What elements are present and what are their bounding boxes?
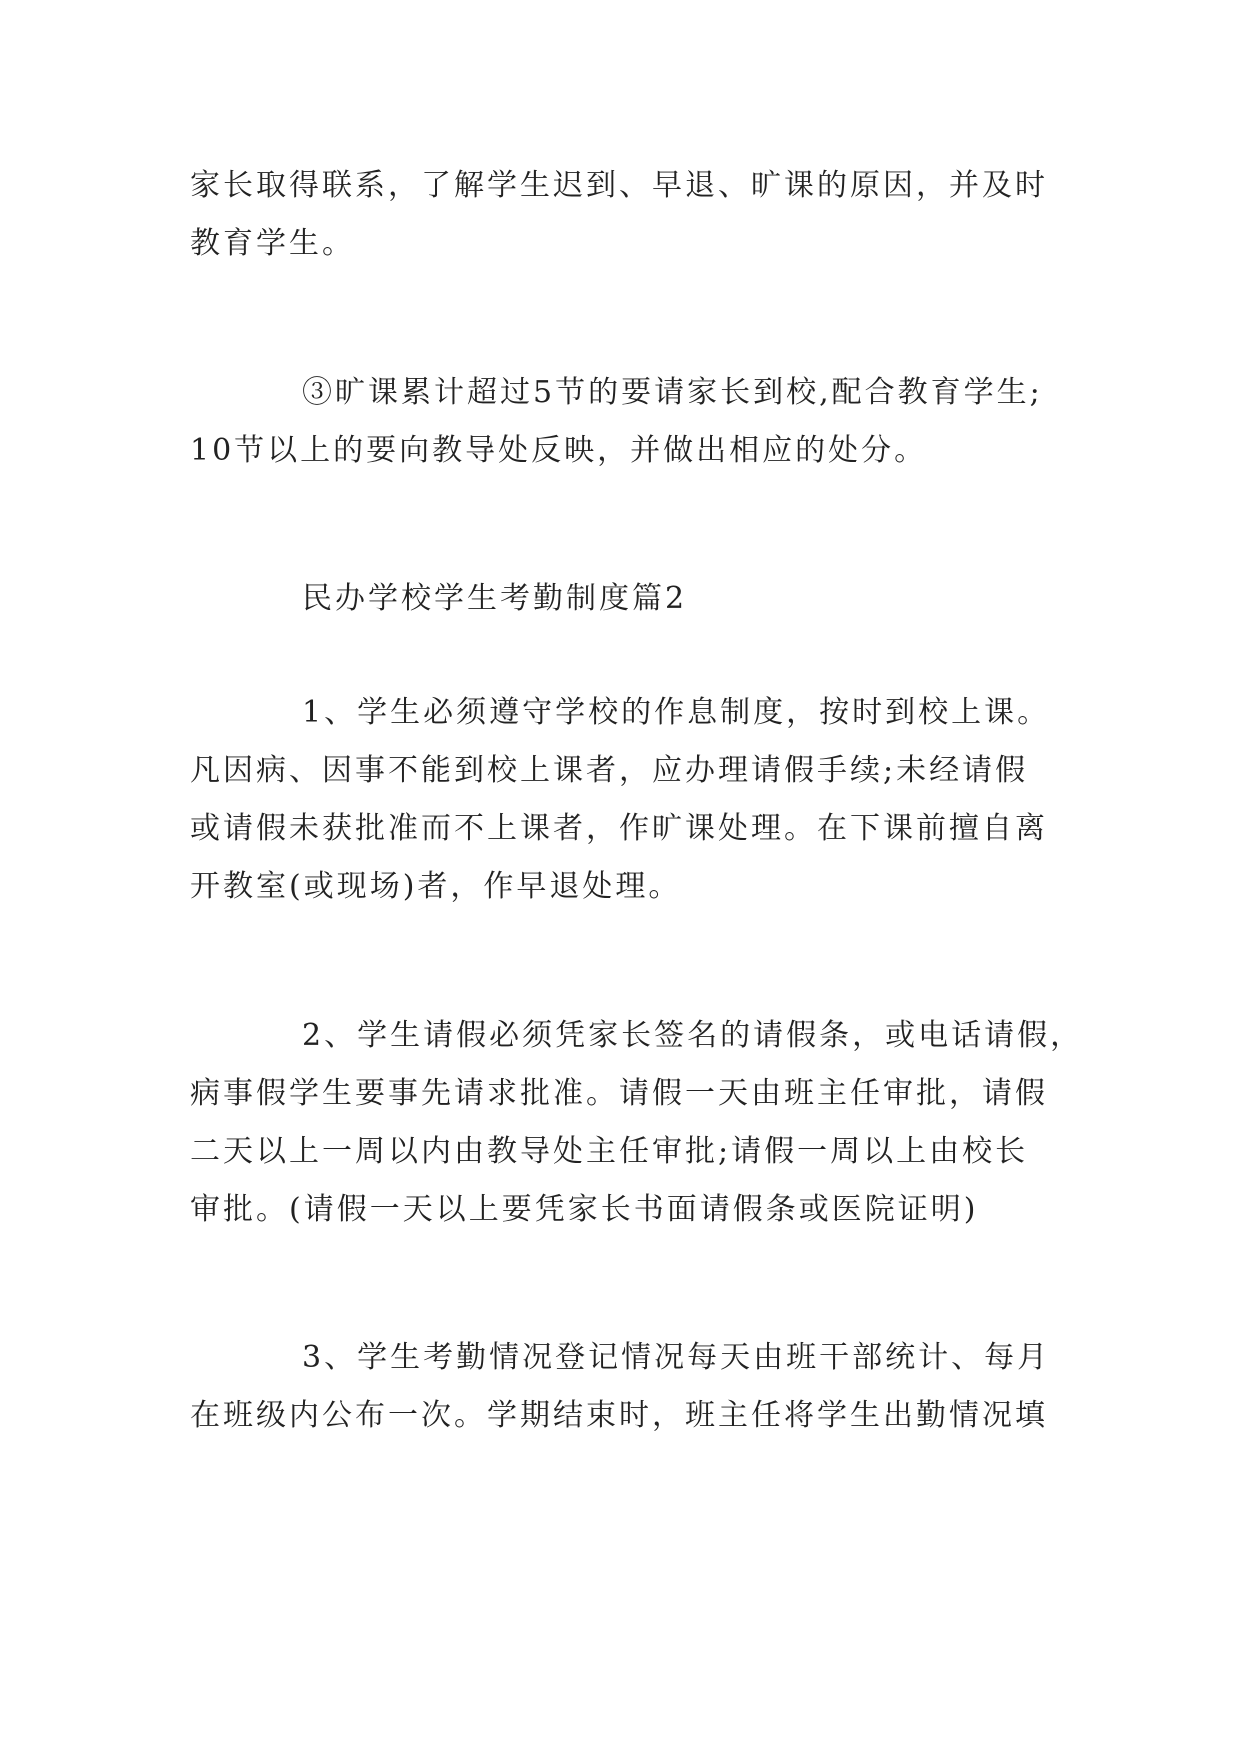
text-line: 3、学生考勤情况登记情况每天由班干部统计、每月 (302, 1340, 1051, 1375)
text-line: 在班级内公布一次。学期结束时，班主任将学生出勤情况填 (190, 1398, 1048, 1433)
section-heading (190, 570, 1060, 628)
paragraph-contact-parents (190, 157, 1060, 273)
text-line: 开教室(或现场)者，作早退处理。 (190, 869, 682, 904)
paragraph-truancy-rule (190, 364, 1060, 480)
text-line: 凡因病、因事不能到校上课者，应办理请假手续;未经请假 (190, 753, 1029, 788)
text-line: 10节以上的要向教导处反映，并做出相应的处分。 (190, 433, 928, 468)
paragraph-rule-3 (190, 1329, 1060, 1445)
text-line: 二天以上一周以内由教导处主任审批;请假一周以上由校长 (190, 1134, 1029, 1169)
text-line: 2、学生请假必须凭家长签名的请假条，或电话请假， (302, 1018, 1084, 1053)
text-line: 1、学生必须遵守学校的作息制度，按时到校上课。 (302, 695, 1051, 730)
text-line: 教育学生。 (190, 226, 355, 261)
text-line: 审批。(请假一天以上要凭家长书面请假条或医院证明) (190, 1192, 979, 1227)
paragraph-rule-2 (190, 1007, 1084, 1239)
text-line: 或请假未获批准而不上课者，作旷课处理。在下课前擅自离 (190, 811, 1048, 846)
paragraph-rule-1 (190, 684, 1060, 916)
text-line: 病事假学生要事先请求批准。请假一天由班主任审批，请假 (190, 1076, 1048, 1111)
text-line: ③旷课累计超过5节的要请家长到校,配合教育学生; (302, 375, 1043, 410)
text-line: 家长取得联系，了解学生迟到、早退、旷课的原因，并及时 (190, 168, 1048, 203)
section-title: 民办学校学生考勤制度篇2 (302, 581, 688, 616)
